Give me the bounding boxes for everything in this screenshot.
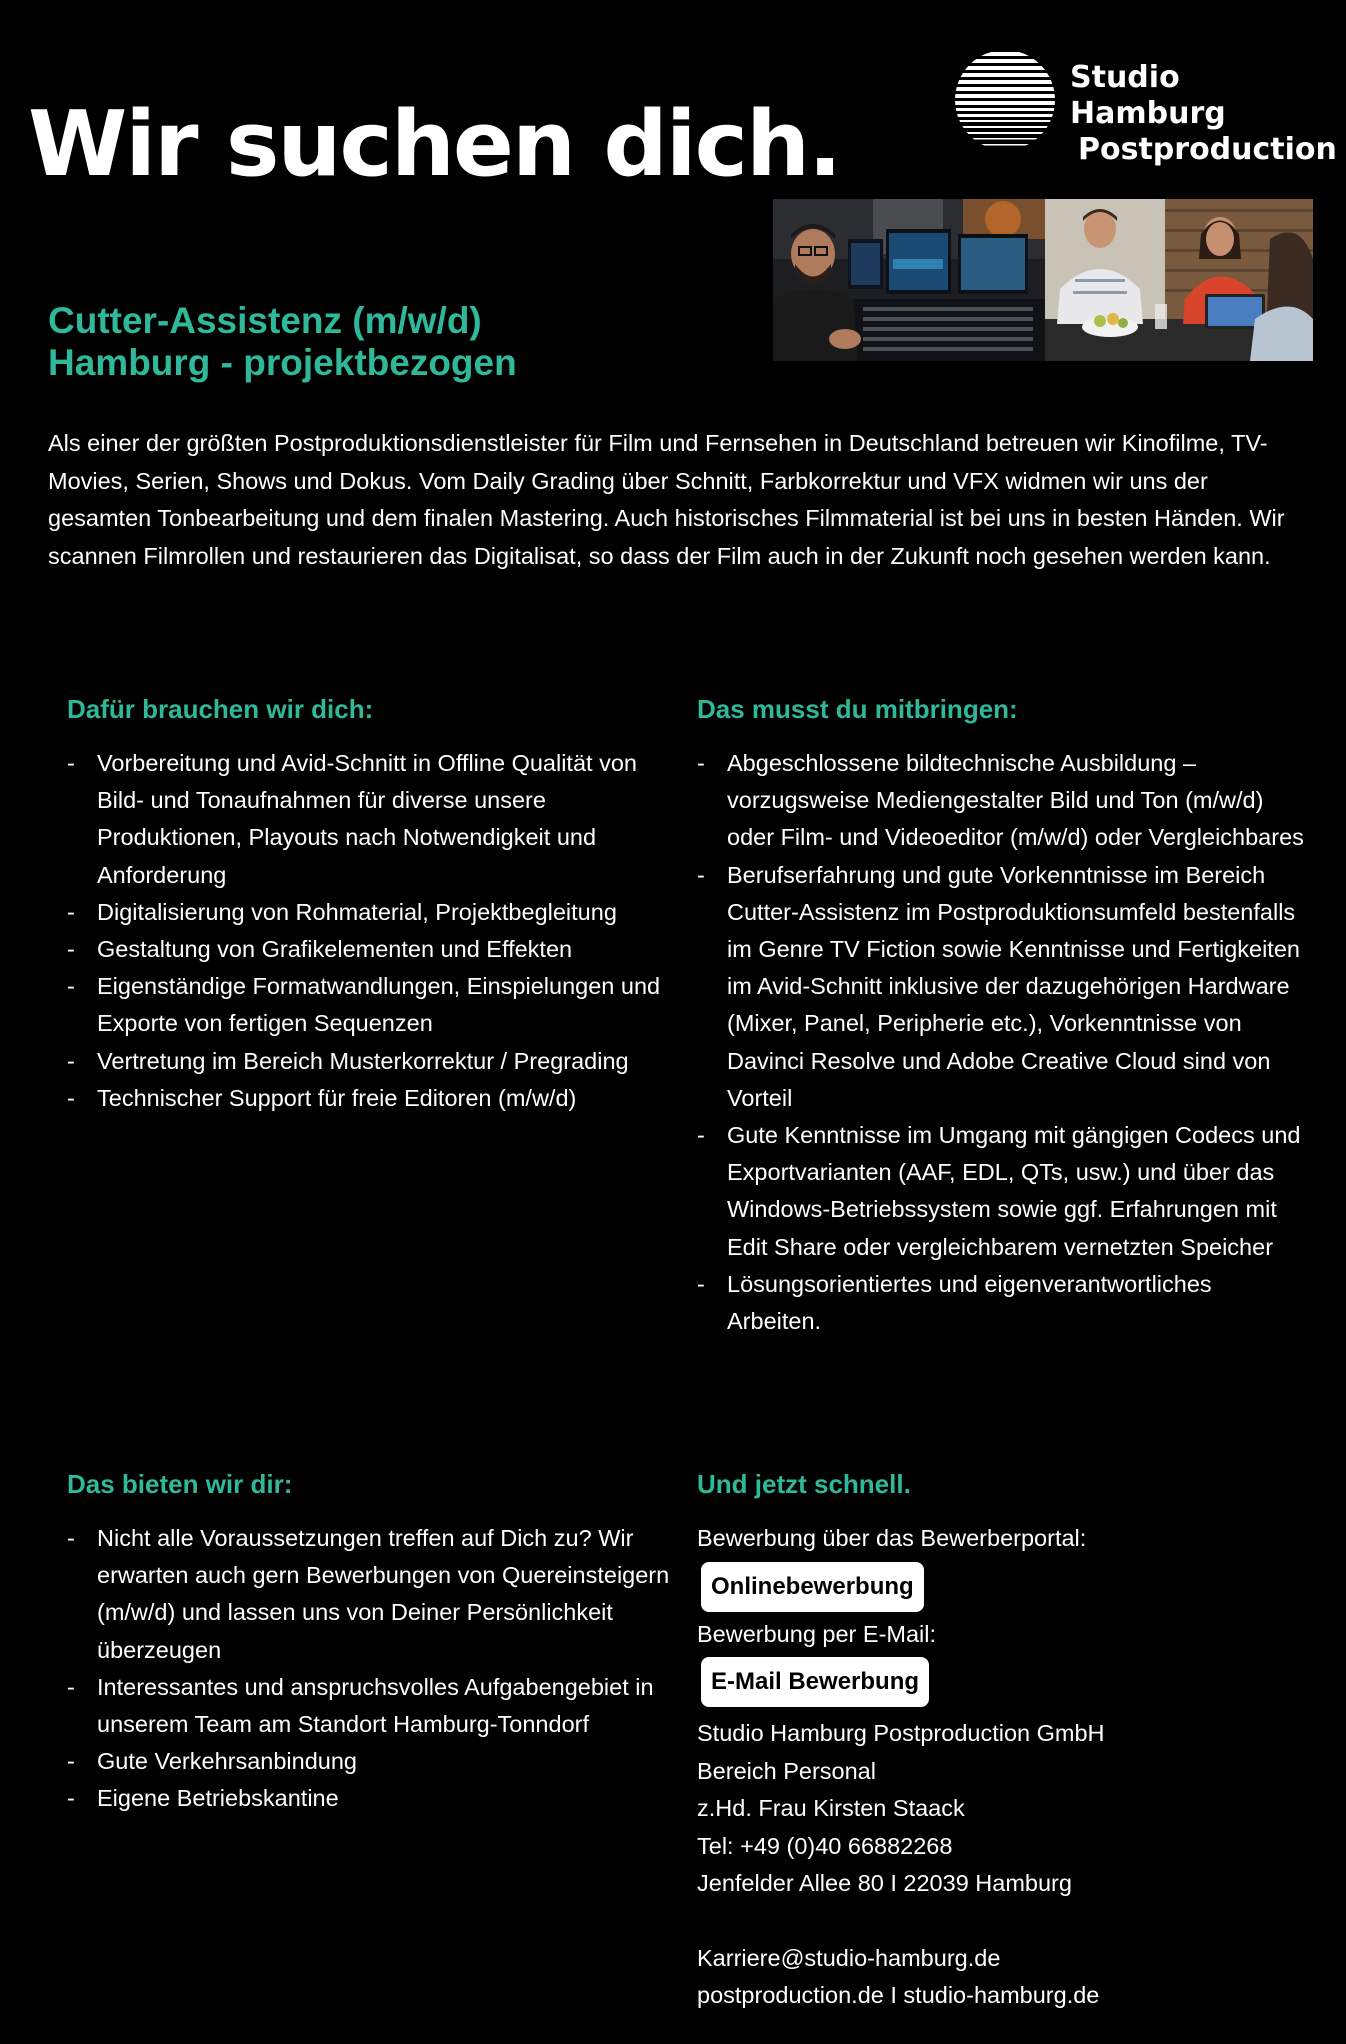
list-item: - Eigene Betriebskantine	[67, 1780, 677, 1817]
list-item: - Vorbereitung und Avid-Schnitt in Offline Qualität von Bild- und Tonaufnahmen für diverse unsere Produktionen, Playouts nach Notwendigkeit und Anforderung	[67, 745, 677, 894]
apply-section	[697, 1468, 1307, 2015]
list-item: - Interessantes und anspruchsvolles Aufgabengebiet in unserem Team am Standort Hamburg-Tonndorf	[67, 1669, 677, 1743]
address-line: Studio Hamburg Postproduction GmbH	[697, 1720, 1105, 1746]
email-label: Bewerbung per E-Mail:	[697, 1620, 937, 1647]
contact-address	[697, 1715, 1307, 2015]
requirements-section	[697, 693, 1307, 1340]
logo-line-2: Postproduction	[1078, 132, 1337, 167]
website-links[interactable]: postproduction.de I studio-hamburg.de	[697, 1982, 1100, 2008]
list-item: - Eigenständige Formatwandlungen, Einspielungen und Exporte von fertigen Sequenzen	[67, 968, 677, 1042]
address-line: Jenfelder Allee 80 I 22039 Hamburg	[697, 1870, 1072, 1896]
requirements-heading: Das musst du mitbringen:	[697, 694, 1018, 724]
job-title-line-2: Hamburg - projektbezogen	[48, 342, 517, 383]
photo-editing-suite	[773, 199, 1045, 361]
phone-number: Tel: +49 (0)40 66882268	[697, 1832, 953, 1859]
tasks-section	[67, 693, 677, 1117]
company-logo	[955, 50, 1337, 167]
contact-email-link[interactable]: Karriere@studio-hamburg.de	[697, 1944, 1001, 1971]
list-item: - Gute Verkehrsanbindung	[67, 1743, 677, 1780]
portal-label: Bewerbung über das Bewerberportal:	[697, 1525, 1087, 1551]
list-item: - Digitalisierung von Rohmaterial, Projektbegleitung	[67, 894, 677, 931]
requirements-list	[697, 745, 1307, 1340]
offer-heading: Das bieten wir dir:	[67, 1469, 293, 1499]
list-item: - Lösungsorientiertes und eigenverantwortliches Arbeiten.	[697, 1266, 1307, 1340]
address-line: z.Hd. Frau Kirsten Staack	[697, 1795, 965, 1821]
job-title-line-1: Cutter-Assistenz (m/w/d)	[48, 300, 482, 341]
logo-line-1: Studio Hamburg	[1070, 60, 1226, 131]
offer-section	[67, 1468, 677, 1818]
email-application-button[interactable]: E-Mail Bewerbung	[701, 1657, 929, 1707]
list-item: - Technischer Support für freie Editoren (m/w/d)	[67, 1080, 677, 1117]
address-line: Bereich Personal	[697, 1757, 876, 1784]
list-item: - Gute Kenntnisse im Umgang mit gängigen Codecs und Exportvarianten (AAF, EDL, QTs, usw.) und über das Windows-Betriebssystem sowie ggf. Erfahrungen mit Edit Share oder vergleichbarem vernetzten Speicher	[697, 1117, 1307, 1266]
offer-list	[67, 1520, 677, 1818]
list-item: - Nicht alle Voraussetzungen treffen auf Dich zu? Wir erwarten auch gern Bewerbungen von Quereinsteigern (m/w/d) und lassen uns von Deiner Persönlichkeit überzeugen	[67, 1520, 677, 1669]
headline: Wir suchen dich.	[28, 92, 841, 197]
tasks-heading: Dafür brauchen wir dich:	[67, 694, 374, 724]
job-title	[48, 300, 517, 384]
list-item: - Abgeschlossene bildtechnische Ausbildung – vorzugsweise Mediengestalter Bild und Ton (m/w/d) oder Film- und Videoeditor (m/w/d) oder Vergleichbares	[697, 745, 1307, 857]
logo-wordmark	[1070, 60, 1337, 168]
list-item: - Vertretung im Bereich Musterkorrektur / Pregrading	[67, 1043, 677, 1080]
list-item: - Gestaltung von Grafikelementen und Effekten	[67, 931, 677, 968]
intro-text: Als einer der größten Postproduktionsdienstleister für Film und Fernsehen in Deutschland betreuen wir Kinofilme, TV-Movies, Serien, Shows und Dokus. Vom Daily Grading über Schnitt, Farbkorrektur und VFX widmen wir uns der gesamten Tonbearbeitung und dem finalen Mastering. Auch historisches Filmmaterial ist bei uns in besten Händen. Wir scannen Filmrollen und restaurieren das Digitalisat, so dass der Film auch in der Zukunft noch gesehen werden kann.	[48, 430, 1285, 569]
list-item: - Berufserfahrung und gute Vorkenntnisse im Bereich Cutter-Assistenz im Postproduktionsumfeld bestenfalls im Genre TV Fiction sowie Kenntnisse und Fertigkeiten im Avid-Schnitt inklusive der dazugehörigen Hardware (Mixer, Panel, Peripherie etc.), Vorkenntnisse von Davinci Resolve und Adobe Creative Cloud sind von Vorteil	[697, 857, 1307, 1117]
online-application-button[interactable]: Onlinebewerbung	[701, 1562, 924, 1612]
tasks-list	[67, 745, 677, 1117]
logo-sphere-icon	[955, 50, 1055, 150]
photo-team-meeting	[1045, 199, 1313, 361]
apply-heading: Und jetzt schnell.	[697, 1469, 911, 1499]
